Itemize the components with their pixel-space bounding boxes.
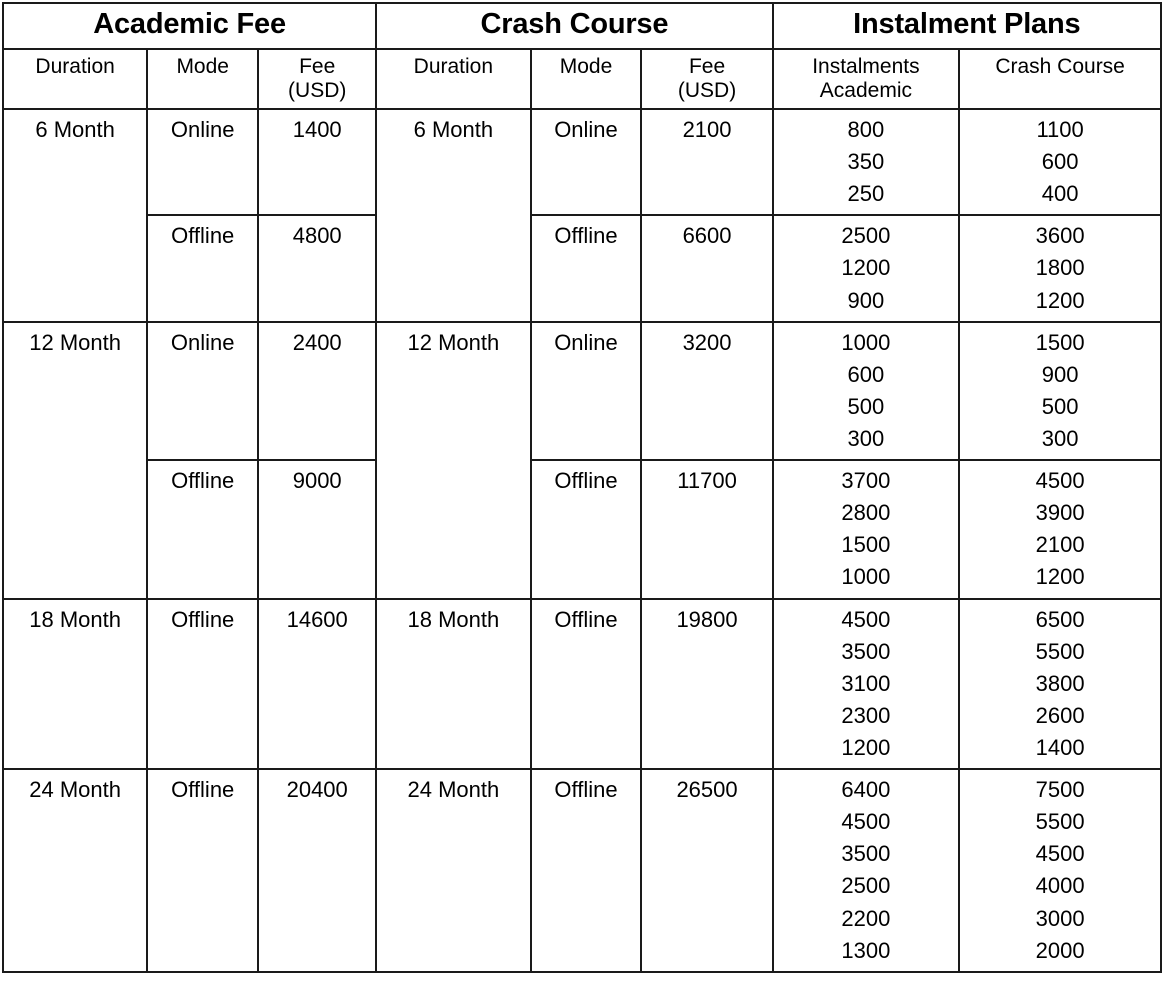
cell-crash-mode: Offline	[531, 769, 642, 972]
cell-academic-fee: 1400	[258, 109, 376, 215]
cell-academic-mode: Offline	[147, 215, 258, 321]
cell-crash-duration: 18 Month	[376, 599, 530, 770]
cell-academic-fee: 20400	[258, 769, 376, 972]
group-header-academic-fee: Academic Fee	[3, 3, 376, 49]
instalment-value: 5500	[1035, 809, 1085, 835]
table-row	[3, 322, 1161, 460]
instalment-value: 6400	[841, 777, 891, 803]
cell-crash-fee: 11700	[641, 460, 772, 598]
cell-instalments-crash	[959, 599, 1161, 770]
cell-academic-mode: Offline	[147, 460, 258, 598]
instalment-value: 800	[847, 117, 885, 143]
duration-line: 12	[29, 329, 54, 355]
cell-instalments-academic	[773, 460, 960, 598]
col-header-line: Academic	[819, 78, 912, 102]
group-header-instalment-plans: Instalment Plans	[773, 3, 1161, 49]
table-row	[3, 215, 1161, 321]
instalment-value: 6500	[1035, 606, 1085, 632]
instalment-value: 3700	[841, 468, 891, 494]
instalment-value: 4500	[841, 809, 891, 835]
col-header-line: Instalments	[812, 55, 920, 78]
cell-academic-duration	[3, 599, 147, 770]
instalment-value: 900	[1041, 361, 1079, 387]
col-header-line: Mode	[176, 55, 229, 78]
cell-instalments-academic	[773, 769, 960, 972]
instalment-value: 3500	[841, 841, 891, 867]
instalment-value: 400	[1041, 181, 1079, 207]
instalment-value: 600	[1041, 149, 1079, 175]
instalment-value: 2800	[841, 500, 891, 526]
cell-academic-mode: Online	[147, 322, 258, 460]
col-header-line: Duration	[413, 55, 494, 78]
duration-line: Month	[59, 329, 121, 355]
cell-crash-fee: 6600	[641, 215, 772, 321]
col-header-line: Crash Course	[995, 55, 1125, 78]
instalment-value: 4000	[1035, 873, 1085, 899]
instalment-value: 1200	[1035, 287, 1085, 313]
cell-instalments-crash	[959, 215, 1161, 321]
instalment-value: 4500	[841, 606, 891, 632]
cell-academic-mode: Offline	[147, 599, 258, 770]
duration-line: Month	[59, 606, 121, 632]
cell-instalments-crash	[959, 769, 1161, 972]
instalment-value: 1000	[841, 329, 891, 355]
duration-line: 24	[29, 777, 54, 803]
instalment-value: 300	[1041, 426, 1079, 452]
fee-table-sheet	[0, 2, 1164, 984]
instalment-value: 1200	[841, 255, 891, 281]
duration-line: 18	[29, 606, 54, 632]
cell-crash-mode: Online	[531, 109, 642, 215]
cell-crash-mode: Offline	[531, 599, 642, 770]
cell-crash-duration: 6 Month	[376, 109, 530, 322]
cell-instalments-crash	[959, 322, 1161, 460]
instalment-value: 3900	[1035, 500, 1085, 526]
instalment-value: 4500	[1035, 468, 1085, 494]
instalment-value: 1500	[1035, 329, 1085, 355]
col-header-crash-duration	[376, 49, 530, 109]
instalment-value: 2300	[841, 702, 891, 728]
table-row	[3, 769, 1161, 972]
instalment-value: 500	[1041, 393, 1079, 419]
fee-structure-table	[2, 2, 1162, 973]
cell-crash-mode: Online	[531, 322, 642, 460]
col-header-crash-fee-usd	[641, 49, 772, 109]
cell-crash-fee: 19800	[641, 599, 772, 770]
instalment-value: 1300	[841, 937, 891, 963]
col-header-academic-duration	[3, 49, 147, 109]
cell-crash-fee: 3200	[641, 322, 772, 460]
table-row	[3, 460, 1161, 598]
instalment-value: 1800	[1035, 255, 1085, 281]
instalment-value: 3000	[1035, 905, 1085, 931]
instalment-value: 2500	[841, 873, 891, 899]
instalment-value: 500	[847, 393, 885, 419]
cell-instalments-academic	[773, 109, 960, 215]
cell-crash-mode: Offline	[531, 215, 642, 321]
instalment-value: 2100	[1035, 532, 1085, 558]
instalment-value: 1100	[1036, 117, 1084, 143]
table-row	[3, 109, 1161, 215]
instalment-value: 1000	[841, 564, 891, 590]
instalment-value: 2500	[841, 223, 891, 249]
col-header-instalments-academic	[773, 49, 960, 109]
cell-academic-fee: 14600	[258, 599, 376, 770]
cell-academic-fee: 9000	[258, 460, 376, 598]
instalment-value: 5500	[1035, 638, 1085, 664]
instalment-value: 1200	[1035, 564, 1085, 590]
cell-crash-mode: Offline	[531, 460, 642, 598]
instalment-value: 1400	[1035, 735, 1085, 760]
instalment-value: 2600	[1035, 702, 1085, 728]
instalment-value: 3600	[1035, 223, 1085, 249]
col-header-line: Duration	[35, 55, 115, 78]
instalment-value: 3100	[841, 670, 891, 696]
col-header-academic-fee-usd	[258, 49, 376, 109]
cell-crash-duration: 12 Month	[376, 322, 530, 599]
instalment-value: 2000	[1035, 937, 1085, 963]
col-header-line: (USD)	[677, 78, 737, 102]
col-header-crash-mode	[531, 49, 642, 109]
instalment-value: 1200	[841, 735, 891, 760]
instalment-value: 4500	[1035, 841, 1085, 867]
instalment-value: 300	[847, 426, 885, 452]
instalment-value: 3500	[841, 638, 891, 664]
cell-academic-duration	[3, 322, 147, 599]
cell-instalments-academic	[773, 599, 960, 770]
instalment-value: 350	[847, 149, 885, 175]
col-header-line: Mode	[559, 55, 613, 78]
cell-instalments-crash	[959, 109, 1161, 215]
cell-academic-mode: Online	[147, 109, 258, 215]
duration-line: Month	[59, 777, 121, 803]
col-header-line: (USD)	[288, 78, 347, 102]
instalment-value: 3800	[1035, 670, 1085, 696]
cell-academic-duration: 6 Month	[3, 109, 147, 322]
group-header-row	[3, 3, 1161, 49]
cell-instalments-academic	[773, 322, 960, 460]
cell-crash-fee: 2100	[641, 109, 772, 215]
instalment-value: 7500	[1035, 777, 1085, 803]
cell-academic-fee: 2400	[258, 322, 376, 460]
cell-academic-duration	[3, 769, 147, 972]
cell-academic-mode: Offline	[147, 769, 258, 972]
cell-academic-fee: 4800	[258, 215, 376, 321]
cell-crash-duration: 24 Month	[376, 769, 530, 972]
group-header-crash-course: Crash Course	[376, 3, 772, 49]
cell-instalments-academic	[773, 215, 960, 321]
instalment-value: 250	[847, 181, 885, 207]
cell-instalments-crash	[959, 460, 1161, 598]
cell-crash-fee: 26500	[641, 769, 772, 972]
instalment-value: 1500	[841, 532, 891, 558]
col-header-line: Fee	[688, 55, 726, 78]
sub-header-row	[3, 49, 1161, 109]
instalment-value: 900	[847, 287, 885, 313]
instalment-value: 600	[847, 361, 885, 387]
col-header-instalments-crash-course	[959, 49, 1161, 109]
col-header-line: Fee	[299, 55, 336, 78]
table-row	[3, 599, 1161, 770]
instalment-value: 2200	[841, 905, 891, 931]
col-header-academic-mode	[147, 49, 258, 109]
